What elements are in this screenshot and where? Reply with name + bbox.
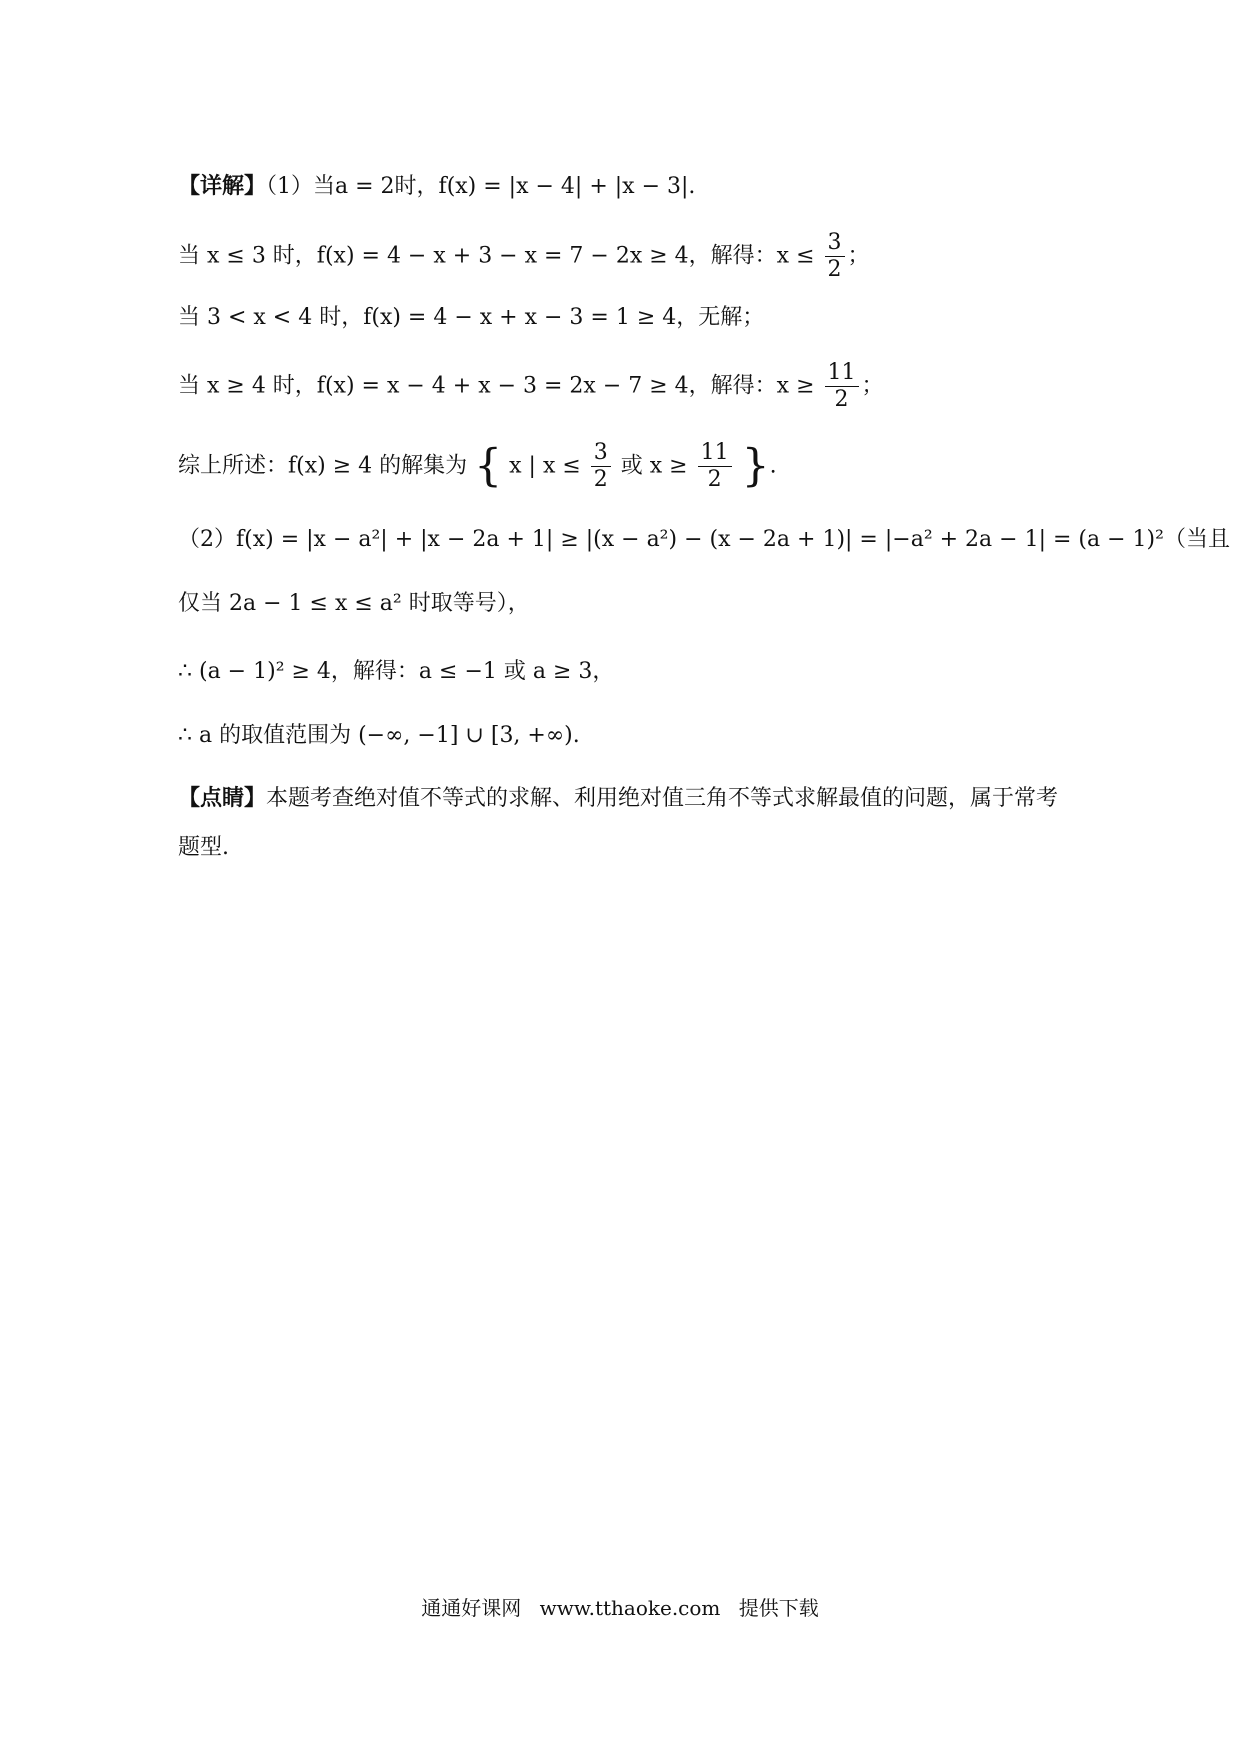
summary-end: . [769, 453, 777, 479]
case3-end: ； [861, 373, 884, 399]
case2-line [178, 300, 1060, 336]
summary-denominator-2: 2 [707, 467, 722, 492]
case2-text: 当 3 < x < 4 时，f(x) = 4 − x + x − 3 = 1 ≥ 4，无解； [178, 305, 765, 330]
footer-url[interactable]: www.tthaoke.com [539, 1596, 721, 1620]
comment-label: 【点睛】 [178, 785, 267, 811]
part1-intro-line [178, 168, 1060, 205]
case1-text: 当 x ≤ 3 时，f(x) = 4 − x + 3 − x = 7 − 2x ≥ 4，解得：x ≤ [178, 243, 815, 269]
comment-text-2: 题型. [178, 835, 229, 860]
part2-text-4: ∴ a 的取值范围为 (−∞, −1] ∪ [3, +∞). [178, 723, 580, 748]
part2-text-3: ∴ (a − 1)² ≥ 4，解得：a ≤ −1 或 a ≥ 3， [178, 659, 615, 684]
case1-denominator: 2 [827, 257, 842, 282]
part2-line2 [178, 586, 1060, 622]
summary-prefix: 综上所述：f(x) ≥ 4 的解集为 [178, 453, 468, 479]
part2-line4 [178, 718, 1060, 754]
footer-tail: 提供下载 [738, 1596, 819, 1620]
case3-denominator: 2 [834, 387, 849, 412]
case3-numerator: 11 [825, 362, 859, 387]
summary-numerator-2: 11 [698, 442, 732, 467]
case3-line [178, 362, 1060, 411]
case1-fraction [825, 232, 845, 281]
page-footer [0, 1594, 1240, 1622]
right-brace: } [741, 440, 770, 492]
summary-set-a: x | x ≤ [509, 453, 581, 479]
case3-fraction [825, 362, 859, 411]
footer-site-name: 通通好课网 [421, 1596, 522, 1620]
case1-end: ； [847, 243, 870, 269]
summary-line [178, 442, 1060, 491]
case1-numerator: 3 [825, 232, 845, 257]
comment-text-1: 本题考查绝对值不等式的求解、利用绝对值三角不等式求解最值的问题，属于常考 [266, 786, 1059, 811]
summary-denominator-1: 2 [593, 467, 608, 492]
comment-line2 [178, 830, 1060, 866]
part2-text-1: （2）f(x) = |x − a²| + |x − 2a + 1| ≥ |(x − a²) − (x − 2a + 1)| = |−a² + 2a − 1| = (a − 1)²（当且 [178, 527, 1230, 552]
summary-numerator-1: 3 [591, 442, 611, 467]
summary-or: 或 x ≥ [620, 453, 688, 479]
part2-line3 [178, 654, 1060, 690]
left-brace: { [474, 440, 503, 492]
part1-intro: （1）当a = 2时，f(x) = |x − 4| + |x − 3|. [266, 174, 696, 199]
case1-line [178, 232, 1060, 281]
summary-fraction-1 [591, 442, 611, 491]
part2-line1 [178, 522, 1230, 558]
summary-fraction-2 [698, 442, 732, 491]
detail-label: 【详解】 [178, 173, 267, 199]
case3-text: 当 x ≥ 4 时，f(x) = x − 4 + x − 3 = 2x − 7 ≥ 4，解得：x ≥ [178, 373, 815, 399]
part2-text-2: 仅当 2a − 1 ≤ x ≤ a² 时取等号）， [178, 591, 530, 616]
comment-line1 [178, 780, 1060, 817]
